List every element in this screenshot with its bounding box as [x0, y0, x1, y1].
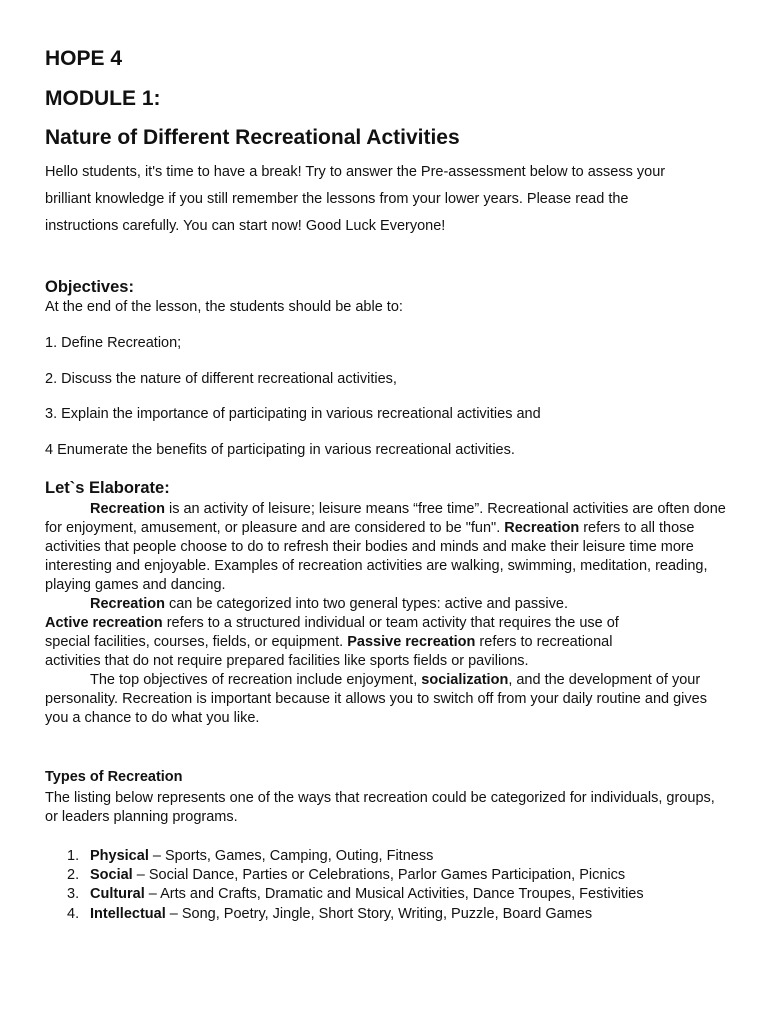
- types-list: [45, 847, 727, 924]
- type-description: – Social Dance, Parties or Celebrations, Parlor Games Participation, Picnics: [132, 867, 626, 884]
- term-recreation: Recreation: [90, 501, 165, 517]
- paragraph-text: is an activity of leisure; leisure means “free time”. Recreational activities are often done for enjoyment, amusement, or pleasure and are considered to be "fun".: [45, 501, 726, 536]
- term-active-recreation: Active recreation: [45, 615, 163, 631]
- elaborate-paragraph-3: [45, 614, 727, 671]
- list-number: 2.: [67, 867, 80, 884]
- module-title: MODULE 1:: [45, 87, 161, 110]
- paragraph-text: The top objectives of recreation include enjoyment,: [90, 672, 422, 688]
- list-number: 1.: [67, 848, 80, 864]
- type-name: Cultural: [90, 886, 145, 903]
- paragraph-text: activities that do not require prepared facilities like sports fields or pavilions.: [45, 653, 529, 669]
- paragraph-text: can be categorized into two general types: active and passive.: [164, 596, 568, 612]
- types-lead: The listing below represents one of the ways that recreation could be categorized for individuals, groups, or leaders planning programs.: [45, 790, 715, 825]
- paragraph-text: , and the development of your personality. Recreation is important because it allows you to switch off from your daily routine and gives you a chance to do what you like.: [45, 672, 707, 726]
- type-name: Intellectual: [90, 905, 166, 922]
- elaborate-paragraph-4: [45, 671, 727, 728]
- intro-line: instructions carefully. You can start now! Good Luck Everyone!: [45, 218, 446, 234]
- objective-item: 4 Enumerate the benefits of participating in various recreational activities.: [45, 442, 515, 458]
- list-item: [45, 905, 727, 924]
- paragraph-text: refers to all those activities that people choose to do to refresh their bodies and minds and make their leisure time more interesting and enjoyable. Examples of recreation activities are walking, swimming, meditation, reading, playing games and dancing.: [45, 520, 708, 593]
- objectives-heading: Objectives:: [45, 278, 134, 296]
- term-recreation: Recreation: [90, 596, 165, 612]
- list-number: 4.: [67, 905, 80, 922]
- list-item: [45, 866, 727, 885]
- term-recreation: Recreation: [504, 520, 580, 536]
- type-name: Physical: [90, 848, 149, 864]
- type-description: – Sports, Games, Camping, Outing, Fitness: [148, 848, 434, 864]
- term-socialization: socialization: [421, 672, 509, 688]
- objectives-lead: At the end of the lesson, the students should be able to:: [45, 299, 403, 315]
- objective-item: 3. Explain the importance of participating in various recreational activities and: [45, 406, 541, 422]
- objective-item: 1. Define Recreation;: [45, 335, 182, 351]
- type-description: – Song, Poetry, Jingle, Short Story, Writing, Puzzle, Board Games: [165, 905, 593, 922]
- list-item: [45, 885, 727, 904]
- list-number: 3.: [67, 886, 80, 903]
- elaborate-heading: Let`s Elaborate:: [45, 479, 170, 497]
- type-name: Social: [90, 867, 133, 884]
- intro-line: brilliant knowledge if you still remember the lessons from your lower years. Please read the: [45, 191, 629, 207]
- type-description: – Arts and Crafts, Dramatic and Musical Activities, Dance Troupes, Festivities: [144, 886, 644, 903]
- list-item: [45, 847, 727, 866]
- paragraph-text: refers to a structured individual or team activity that requires the use of: [162, 615, 619, 631]
- intro-line: Hello students, it's time to have a break! Try to answer the Pre-assessment below to assess your: [45, 164, 666, 180]
- elaborate-paragraph-1: [45, 500, 727, 595]
- course-title: HOPE 4: [45, 47, 123, 70]
- elaborate-paragraph-2: [45, 595, 727, 614]
- page-title: Nature of Different Recreational Activities: [45, 126, 460, 149]
- elaborate-body: [45, 500, 727, 728]
- term-passive-recreation: Passive recreation: [347, 634, 476, 650]
- objective-item: 2. Discuss the nature of different recreational activities,: [45, 371, 397, 387]
- paragraph-text: refers to recreational: [475, 634, 613, 650]
- paragraph-text: special facilities, courses, fields, or equipment.: [45, 634, 348, 650]
- types-heading: Types of Recreation: [45, 769, 183, 785]
